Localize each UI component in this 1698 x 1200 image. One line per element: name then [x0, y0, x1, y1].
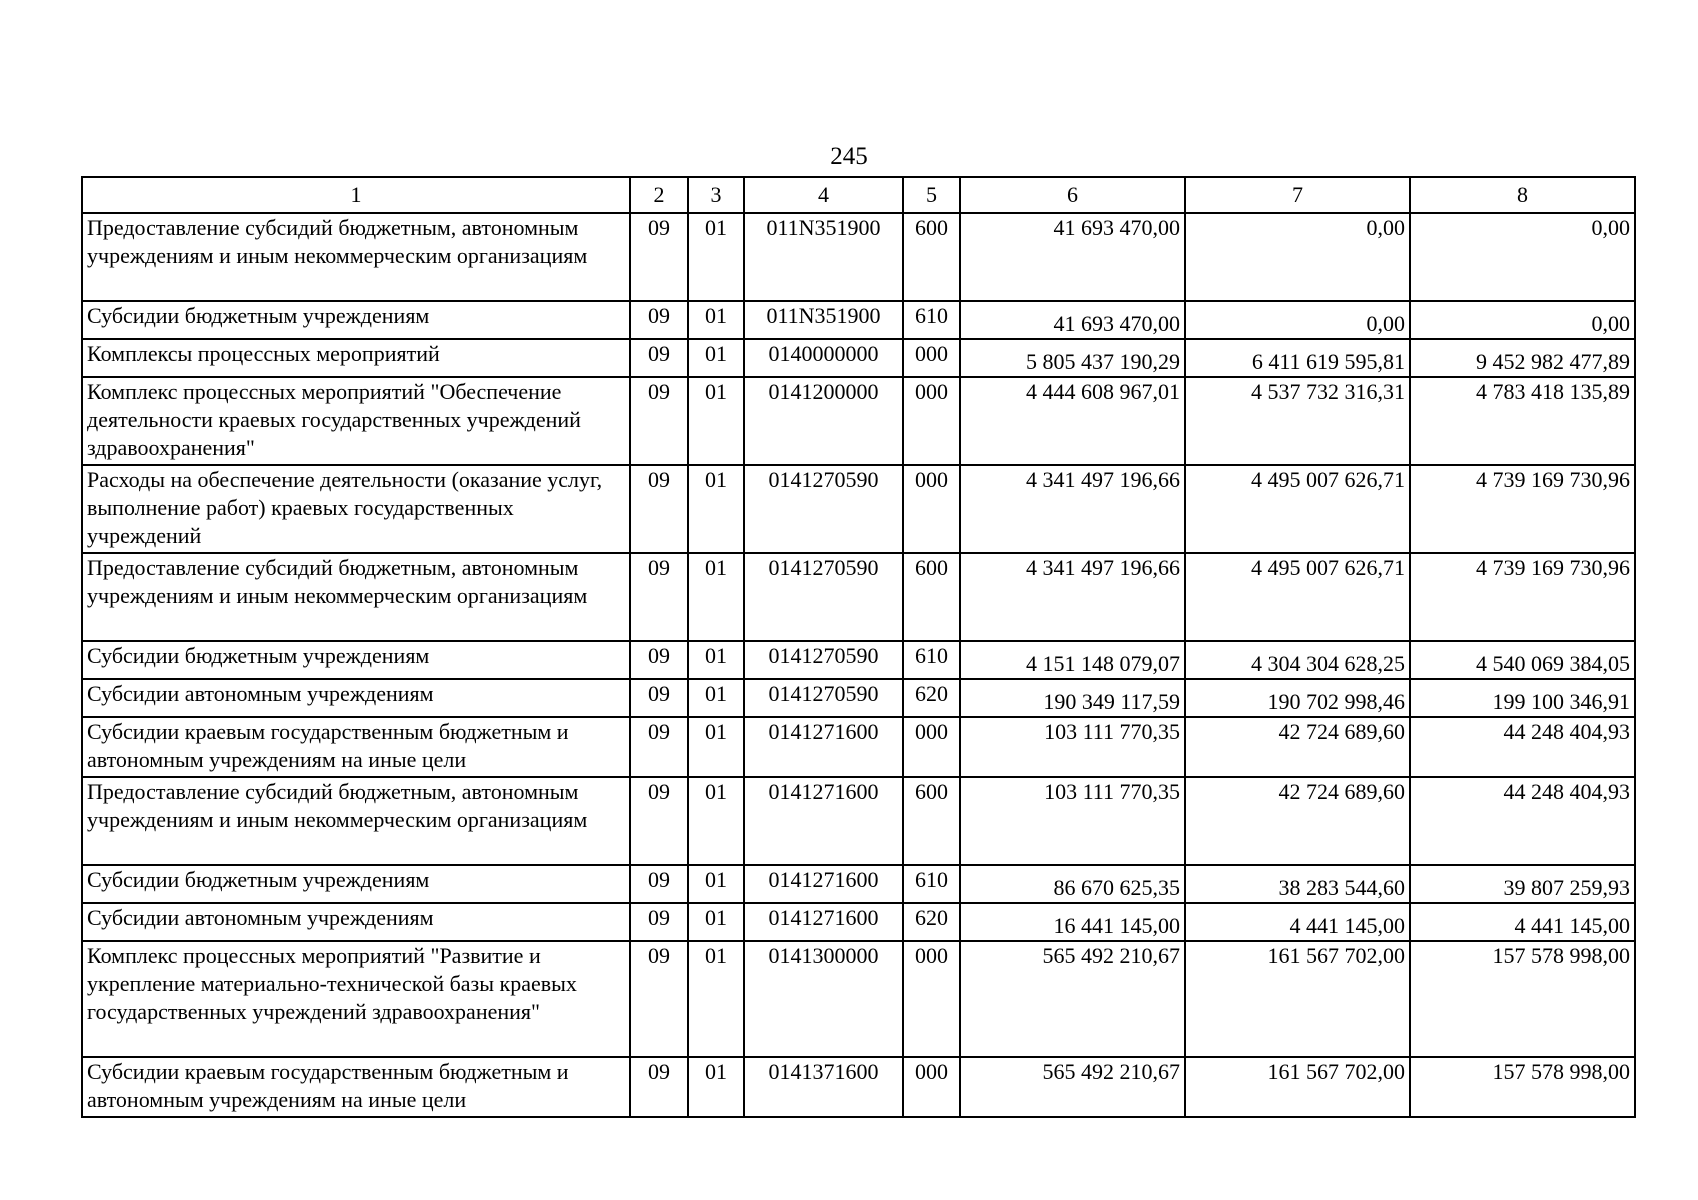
target-article-cell: 0141271600 [744, 777, 903, 865]
target-article-cell: 0141270590 [744, 679, 903, 717]
table-row [82, 553, 1635, 641]
row-name-cell: Субсидии автономным учреждениям [82, 903, 630, 941]
amount-col6-cell: 103 111 770,35 [960, 777, 1185, 865]
row-name-cell: Предоставление субсидий бюджетным, автономным учреждениям и иным некоммерческим организациям [82, 553, 630, 641]
expense-type-cell: 610 [903, 865, 960, 903]
table-row [82, 339, 1635, 377]
expense-type-cell: 610 [903, 301, 960, 339]
amount-col8-cell: 157 578 998,00 [1410, 941, 1635, 1057]
page-number: 245 [830, 143, 868, 170]
subsection-code-cell: 01 [688, 301, 744, 339]
subsection-code-cell: 01 [688, 377, 744, 465]
subsection-code-cell: 01 [688, 339, 744, 377]
row-name-cell: Предоставление субсидий бюджетным, автономным учреждениям и иным некоммерческим организациям [82, 777, 630, 865]
target-article-cell: 0141270590 [744, 465, 903, 553]
amount-col7-cell: 190 702 998,46 [1185, 679, 1410, 717]
table-body [82, 213, 1635, 1117]
section-code-cell: 09 [630, 553, 688, 641]
row-name-cell: Субсидии бюджетным учреждениям [82, 865, 630, 903]
amount-col8-cell: 0,00 [1410, 301, 1635, 339]
section-code-cell: 09 [630, 903, 688, 941]
subsection-code-cell: 01 [688, 641, 744, 679]
target-article-cell: 0141270590 [744, 641, 903, 679]
amount-col7-cell: 4 495 007 626,71 [1185, 553, 1410, 641]
expense-type-cell: 000 [903, 377, 960, 465]
amount-col7-cell: 0,00 [1185, 213, 1410, 301]
amount-col6-cell: 4 151 148 079,07 [960, 641, 1185, 679]
amount-col7-cell: 161 567 702,00 [1185, 1057, 1410, 1117]
expense-type-cell: 600 [903, 213, 960, 301]
amount-col7-cell: 4 304 304 628,25 [1185, 641, 1410, 679]
expense-type-cell: 000 [903, 941, 960, 1057]
subsection-code-cell: 01 [688, 717, 744, 777]
section-code-cell: 09 [630, 641, 688, 679]
expense-type-cell: 620 [903, 903, 960, 941]
column-header-3: 3 [688, 177, 744, 213]
table-row [82, 213, 1635, 301]
amount-col6-cell: 41 693 470,00 [960, 301, 1185, 339]
amount-col7-cell: 161 567 702,00 [1185, 941, 1410, 1057]
amount-col8-cell: 157 578 998,00 [1410, 1057, 1635, 1117]
amount-col8-cell: 9 452 982 477,89 [1410, 339, 1635, 377]
table-row [82, 717, 1635, 777]
target-article-cell: 0141270590 [744, 553, 903, 641]
amount-col7-cell: 0,00 [1185, 301, 1410, 339]
table-row [82, 465, 1635, 553]
row-name-cell: Расходы на обеспечение деятельности (оказание услуг, выполнение работ) краевых государственных учреждений [82, 465, 630, 553]
section-code-cell: 09 [630, 941, 688, 1057]
budget-table [81, 176, 1636, 1118]
amount-col7-cell: 6 411 619 595,81 [1185, 339, 1410, 377]
expense-type-cell: 000 [903, 339, 960, 377]
amount-col6-cell: 565 492 210,67 [960, 1057, 1185, 1117]
section-code-cell: 09 [630, 1057, 688, 1117]
section-code-cell: 09 [630, 301, 688, 339]
amount-col7-cell: 38 283 544,60 [1185, 865, 1410, 903]
amount-col8-cell: 39 807 259,93 [1410, 865, 1635, 903]
amount-col6-cell: 190 349 117,59 [960, 679, 1185, 717]
expense-type-cell: 600 [903, 777, 960, 865]
row-name-cell: Субсидии краевым государственным бюджетным и автономным учреждениям на иные цели [82, 717, 630, 777]
subsection-code-cell: 01 [688, 903, 744, 941]
table-row [82, 941, 1635, 1057]
subsection-code-cell: 01 [688, 941, 744, 1057]
subsection-code-cell: 01 [688, 213, 744, 301]
row-name-cell: Субсидии бюджетным учреждениям [82, 301, 630, 339]
amount-col7-cell: 4 495 007 626,71 [1185, 465, 1410, 553]
amount-col6-cell: 4 341 497 196,66 [960, 553, 1185, 641]
table-row [82, 301, 1635, 339]
section-code-cell: 09 [630, 465, 688, 553]
row-name-cell: Комплекс процессных мероприятий "Обеспечение деятельности краевых государственных учреждений здравоохранения" [82, 377, 630, 465]
expense-type-cell: 620 [903, 679, 960, 717]
expense-type-cell: 600 [903, 553, 960, 641]
column-header-1: 1 [82, 177, 630, 213]
amount-col8-cell: 199 100 346,91 [1410, 679, 1635, 717]
row-name-cell: Субсидии бюджетным учреждениям [82, 641, 630, 679]
amount-col7-cell: 42 724 689,60 [1185, 717, 1410, 777]
amount-col8-cell: 4 441 145,00 [1410, 903, 1635, 941]
amount-col8-cell: 4 739 169 730,96 [1410, 553, 1635, 641]
column-header-4: 4 [744, 177, 903, 213]
subsection-code-cell: 01 [688, 777, 744, 865]
column-header-2: 2 [630, 177, 688, 213]
amount-col6-cell: 41 693 470,00 [960, 213, 1185, 301]
subsection-code-cell: 01 [688, 679, 744, 717]
expense-type-cell: 000 [903, 717, 960, 777]
table-row [82, 865, 1635, 903]
section-code-cell: 09 [630, 213, 688, 301]
amount-col6-cell: 103 111 770,35 [960, 717, 1185, 777]
table-row [82, 1057, 1635, 1117]
subsection-code-cell: 01 [688, 553, 744, 641]
amount-col8-cell: 4 783 418 135,89 [1410, 377, 1635, 465]
expense-type-cell: 000 [903, 465, 960, 553]
row-name-cell: Субсидии краевым государственным бюджетным и автономным учреждениям на иные цели [82, 1057, 630, 1117]
subsection-code-cell: 01 [688, 465, 744, 553]
column-header-8: 8 [1410, 177, 1635, 213]
amount-col6-cell: 4 341 497 196,66 [960, 465, 1185, 553]
target-article-cell: 0141271600 [744, 865, 903, 903]
column-header-6: 6 [960, 177, 1185, 213]
amount-col6-cell: 565 492 210,67 [960, 941, 1185, 1057]
expense-type-cell: 000 [903, 1057, 960, 1117]
amount-col6-cell: 86 670 625,35 [960, 865, 1185, 903]
target-article-cell: 011N351900 [744, 213, 903, 301]
section-code-cell: 09 [630, 717, 688, 777]
section-code-cell: 09 [630, 865, 688, 903]
target-article-cell: 0141300000 [744, 941, 903, 1057]
table-row [82, 903, 1635, 941]
section-code-cell: 09 [630, 377, 688, 465]
amount-col7-cell: 42 724 689,60 [1185, 777, 1410, 865]
target-article-cell: 0141271600 [744, 717, 903, 777]
amount-col8-cell: 0,00 [1410, 213, 1635, 301]
column-header-7: 7 [1185, 177, 1410, 213]
amount-col8-cell: 4 540 069 384,05 [1410, 641, 1635, 679]
column-header-5: 5 [903, 177, 960, 213]
row-name-cell: Субсидии автономным учреждениям [82, 679, 630, 717]
row-name-cell: Предоставление субсидий бюджетным, автономным учреждениям и иным некоммерческим организациям [82, 213, 630, 301]
target-article-cell: 0140000000 [744, 339, 903, 377]
amount-col7-cell: 4 441 145,00 [1185, 903, 1410, 941]
amount-col8-cell: 44 248 404,93 [1410, 717, 1635, 777]
target-article-cell: 0141271600 [744, 903, 903, 941]
subsection-code-cell: 01 [688, 865, 744, 903]
amount-col8-cell: 4 739 169 730,96 [1410, 465, 1635, 553]
table-row [82, 641, 1635, 679]
header-row [82, 177, 1635, 213]
section-code-cell: 09 [630, 339, 688, 377]
table-row [82, 777, 1635, 865]
expense-type-cell: 610 [903, 641, 960, 679]
amount-col6-cell: 16 441 145,00 [960, 903, 1185, 941]
amount-col7-cell: 4 537 732 316,31 [1185, 377, 1410, 465]
table-row [82, 377, 1635, 465]
table-row [82, 679, 1635, 717]
subsection-code-cell: 01 [688, 1057, 744, 1117]
amount-col8-cell: 44 248 404,93 [1410, 777, 1635, 865]
amount-col6-cell: 5 805 437 190,29 [960, 339, 1185, 377]
section-code-cell: 09 [630, 679, 688, 717]
row-name-cell: Комплекс процессных мероприятий "Развитие и укрепление материально-технической базы краевых государственных учреждений здравоохранения" [82, 941, 630, 1057]
target-article-cell: 0141371600 [744, 1057, 903, 1117]
target-article-cell: 0141200000 [744, 377, 903, 465]
section-code-cell: 09 [630, 777, 688, 865]
target-article-cell: 011N351900 [744, 301, 903, 339]
amount-col6-cell: 4 444 608 967,01 [960, 377, 1185, 465]
row-name-cell: Комплексы процессных мероприятий [82, 339, 630, 377]
